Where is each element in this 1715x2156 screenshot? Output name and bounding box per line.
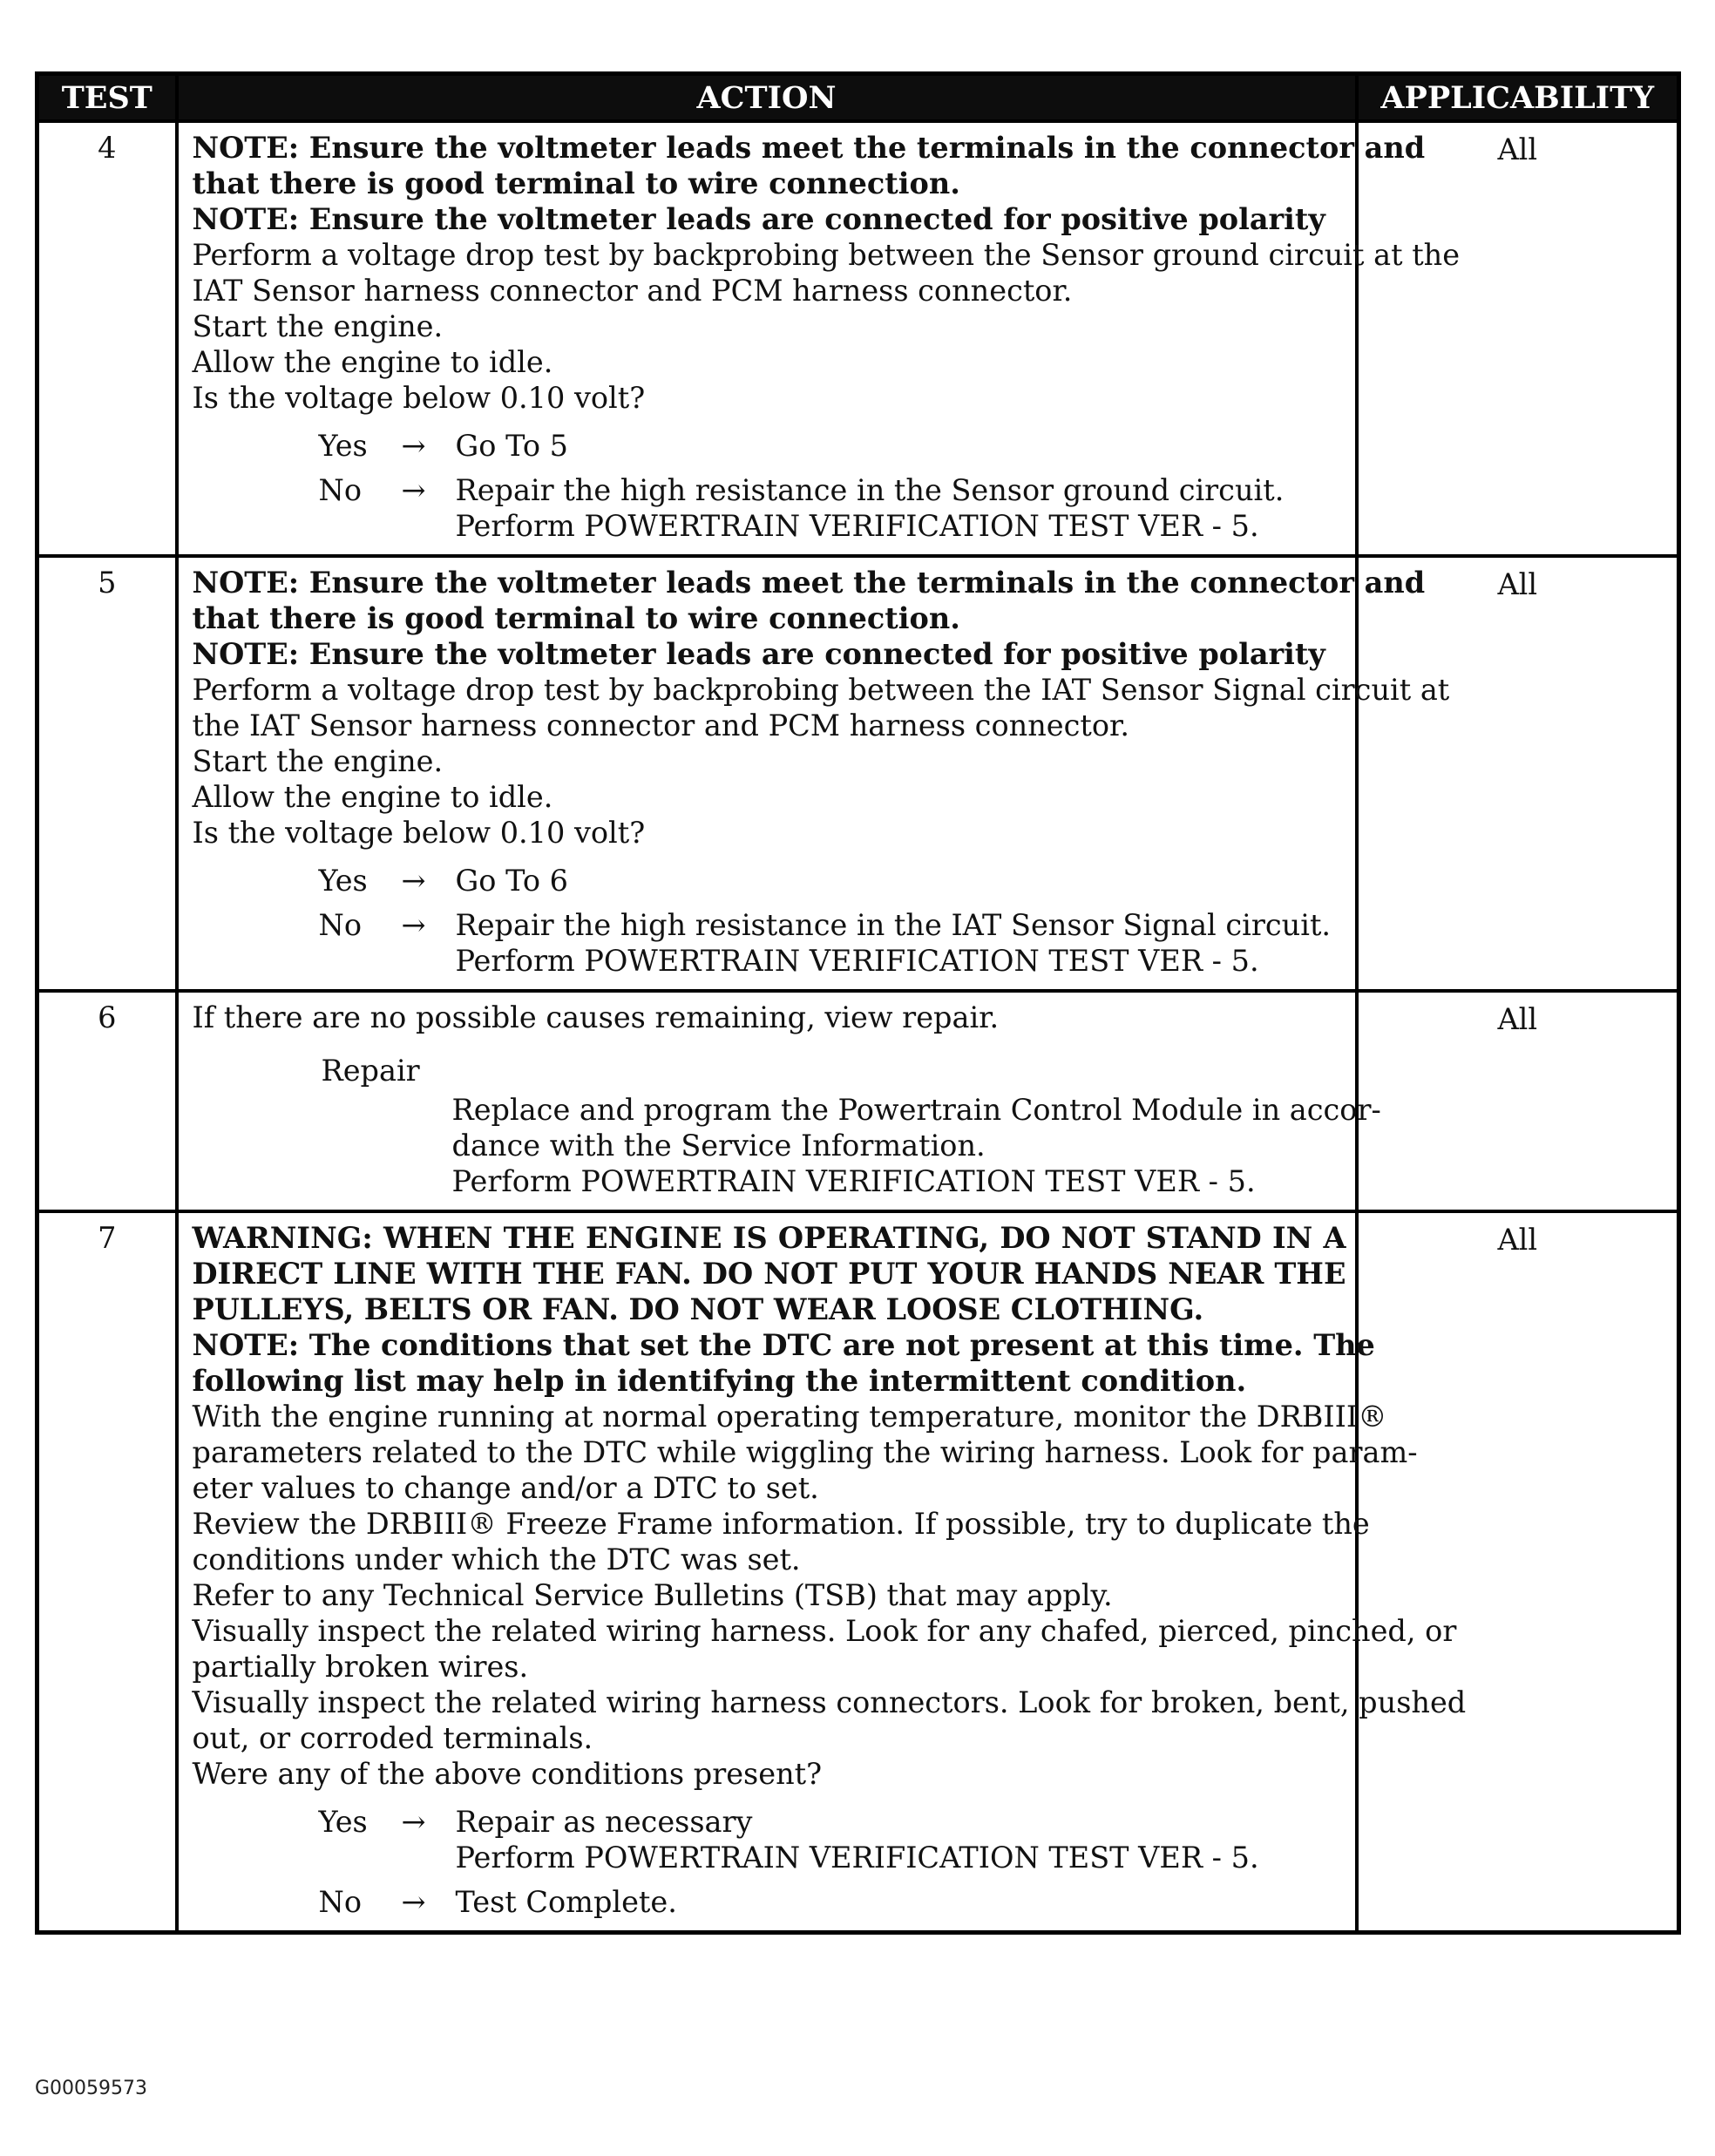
- applicability-value: All: [1357, 991, 1679, 1211]
- table-row: [37, 121, 1679, 556]
- figure-id: G00059573: [35, 2078, 148, 2099]
- outcome-text: [456, 1884, 677, 1920]
- test-number: 5: [37, 556, 177, 991]
- outcome-label: Yes: [318, 864, 368, 898]
- outcome-line: Repair the high resistance in the IAT Sensor Signal circuit.: [455, 908, 1332, 942]
- repair-body: [451, 1092, 1381, 1199]
- arrow-icon: →: [401, 1805, 426, 1839]
- repair-line: dance with the Service Information.: [451, 1129, 986, 1163]
- action-line: Allow the engine to idle.: [192, 780, 553, 814]
- action-line: that there is good terminal to wire connection.: [192, 166, 960, 200]
- arrow-icon: →: [401, 429, 426, 463]
- arrow-icon: →: [401, 908, 426, 942]
- outcome-text: [456, 1804, 1259, 1875]
- action-line: NOTE: Ensure the voltmeter leads are connected for positive polarity: [192, 202, 1325, 236]
- outcome-list: [193, 863, 1346, 979]
- table-body: [37, 121, 1679, 1933]
- outcome-row: [193, 472, 1346, 544]
- applicability-value: All: [1357, 121, 1679, 556]
- action-cell: [177, 121, 1461, 556]
- outcome-line: Go To 6: [455, 864, 568, 898]
- action-line: Visually inspect the related wiring harness. Look for any chafed, pierced, pinched, or: [192, 1614, 1457, 1648]
- outcome-line: Repair as necessary: [455, 1805, 753, 1839]
- test-number: 6: [37, 991, 177, 1211]
- outcome-line: Go To 5: [455, 429, 568, 463]
- outcome-label: Yes: [318, 429, 368, 463]
- outcome-line: Test Complete.: [455, 1885, 677, 1919]
- outcome-label: No: [318, 1885, 362, 1919]
- table-header-row: [37, 74, 1679, 122]
- action-line: Allow the engine to idle.: [192, 345, 553, 379]
- outcome-text: [456, 428, 568, 464]
- action-line: Visually inspect the related wiring harness connectors. Look for broken, bent, pushed: [192, 1685, 1467, 1719]
- arrow-icon: →: [401, 864, 426, 898]
- outcome-list: [193, 428, 1346, 544]
- outcome-label: No: [318, 908, 362, 942]
- action-line: NOTE: The conditions that set the DTC are not present at this time. The: [192, 1328, 1375, 1362]
- header-test: TEST: [37, 74, 177, 122]
- repair-line: Perform POWERTRAIN VERIFICATION TEST VER - 5.: [451, 1164, 1256, 1198]
- test-number: 7: [37, 1211, 177, 1933]
- outcome-label: No: [318, 473, 362, 507]
- action-line: Review the DRBIII® Freeze Frame information. If possible, try to duplicate the: [192, 1507, 1370, 1541]
- outcome-row: [193, 1804, 1346, 1875]
- table-row: [37, 991, 1679, 1211]
- action-cell: [177, 1211, 1467, 1933]
- action-line: Start the engine.: [192, 309, 444, 343]
- outcome-row: [193, 863, 1346, 898]
- applicability-value: All: [1357, 556, 1679, 991]
- action-cell: [177, 556, 1450, 991]
- repair-line: Replace and program the Powertrain Control Module in accor-: [451, 1093, 1381, 1127]
- outcome-line: Perform POWERTRAIN VERIFICATION TEST VER - 5.: [455, 944, 1259, 978]
- action-line: Is the voltage below 0.10 volt?: [192, 381, 646, 415]
- applicability-value: All: [1357, 1211, 1679, 1933]
- outcome-text: [456, 907, 1332, 979]
- outcome-row: [193, 1884, 1346, 1920]
- action-line: eter values to change and/or a DTC to set.: [192, 1471, 819, 1505]
- action-line: Start the engine.: [192, 744, 444, 778]
- arrow-icon: →: [401, 1885, 426, 1919]
- outcome-text: [456, 472, 1285, 544]
- outcome-row: [193, 428, 1346, 464]
- action-line: If there are no possible causes remaining, view repair.: [192, 1000, 1000, 1034]
- table-row: [37, 556, 1679, 991]
- action-line: NOTE: Ensure the voltmeter leads are connected for positive polarity: [192, 637, 1325, 671]
- action-line: Were any of the above conditions present?: [192, 1757, 823, 1791]
- outcome-line: Repair the high resistance in the Sensor ground circuit.: [455, 473, 1285, 507]
- test-number: 4: [37, 121, 177, 556]
- action-line: partially broken wires.: [192, 1650, 529, 1684]
- action-line: Perform a voltage drop test by backprobing between the Sensor ground circuit at the: [192, 238, 1461, 272]
- outcome-text: [456, 863, 568, 898]
- action-line: conditions under which the DTC was set.: [192, 1542, 801, 1576]
- outcome-label: Yes: [318, 1805, 368, 1839]
- outcome-line: Perform POWERTRAIN VERIFICATION TEST VER - 5.: [455, 509, 1259, 543]
- action-line: PULLEYS, BELTS OR FAN. DO NOT WEAR LOOSE CLOTHING.: [192, 1292, 1204, 1326]
- outcome-row: [193, 907, 1346, 979]
- action-line: parameters related to the DTC while wiggling the wiring harness. Look for param-: [192, 1435, 1418, 1469]
- action-line: Perform a voltage drop test by backprobing between the IAT Sensor Signal circuit at: [192, 673, 1450, 707]
- header-applicability: APPLICABILITY: [1357, 74, 1679, 122]
- action-line: With the engine running at normal operating temperature, monitor the DRBIII®: [192, 1400, 1387, 1434]
- action-line: IAT Sensor harness connector and PCM harness connector.: [192, 274, 1073, 308]
- action-line: WARNING: WHEN THE ENGINE IS OPERATING, DO NOT STAND IN A: [192, 1221, 1346, 1255]
- diagnostic-test-table: [35, 71, 1681, 1935]
- action-line: the IAT Sensor harness connector and PCM harness connector.: [192, 708, 1129, 742]
- action-line: out, or corroded terminals.: [192, 1721, 593, 1755]
- header-action: ACTION: [177, 74, 1357, 122]
- action-line: following list may help in identifying the intermittent condition.: [192, 1364, 1247, 1398]
- action-line: NOTE: Ensure the voltmeter leads meet the terminals in the connector and: [192, 566, 1426, 600]
- action-line: NOTE: Ensure the voltmeter leads meet the terminals in the connector and: [192, 131, 1426, 165]
- repair-label: Repair: [321, 1054, 420, 1088]
- outcome-line: Perform POWERTRAIN VERIFICATION TEST VER - 5.: [455, 1841, 1259, 1875]
- action-cell: [177, 991, 1381, 1211]
- action-line: Refer to any Technical Service Bulletins (TSB) that may apply.: [192, 1578, 1113, 1612]
- action-line: that there is good terminal to wire connection.: [192, 601, 960, 635]
- table-row: [37, 1211, 1679, 1933]
- outcome-list: [193, 1804, 1346, 1920]
- action-line: DIRECT LINE WITH THE FAN. DO NOT PUT YOUR HANDS NEAR THE: [192, 1257, 1346, 1291]
- action-line: Is the voltage below 0.10 volt?: [192, 816, 646, 850]
- arrow-icon: →: [401, 473, 426, 507]
